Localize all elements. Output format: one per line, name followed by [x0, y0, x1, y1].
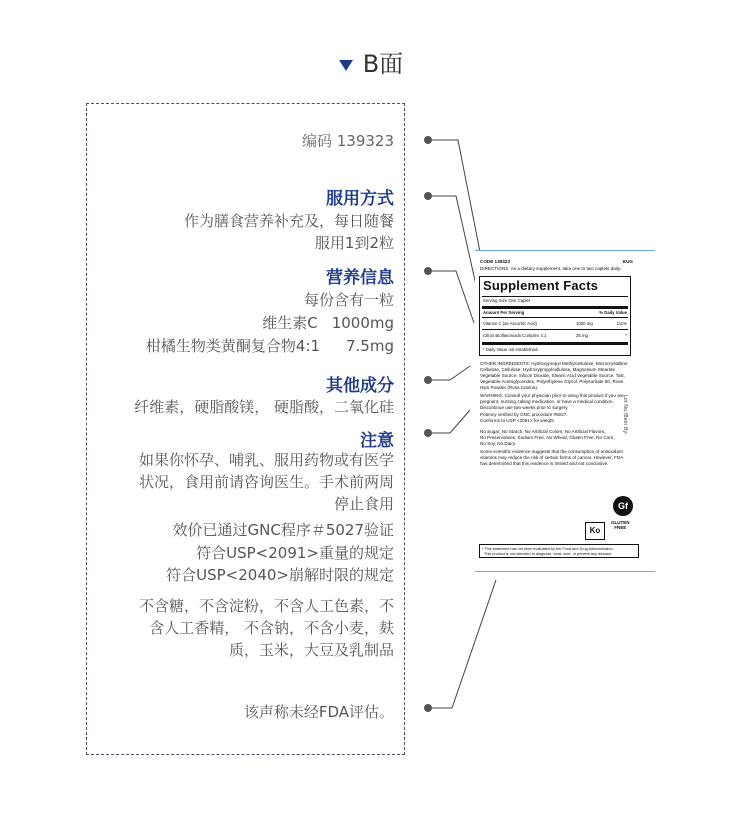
- gluten-free-text: [611, 520, 630, 530]
- warning-line: 停止食用: [333, 495, 394, 513]
- dv-note: * Daily Value not established.: [483, 347, 539, 352]
- warning-line: 状况，食用前请咨询医生。手术前两周: [138, 473, 394, 491]
- warning-line: WARNING: Consult your physician prior to using this product if you are: [480, 393, 624, 398]
- label-eug: EUG: [623, 259, 633, 264]
- potency-line: 效价已通过GNC程序＃5027验证: [172, 521, 394, 539]
- kosher-icon: Ko: [585, 522, 605, 540]
- rule: [482, 296, 628, 297]
- facts-title: Supplement Facts: [483, 278, 599, 293]
- fact-amount: 1000 mg: [576, 321, 593, 326]
- free-from-line: 质，玉米，大豆及乳制品: [228, 641, 394, 659]
- warning-line: pregnant, nursing, taking medication, or have a medical condition.: [480, 399, 614, 404]
- serving-size: Serving Size One Caplet: [483, 298, 531, 303]
- other-ingredients-line: OTHER INGREDIENTS: Hydroxypropyl Methylcellulose, Microcrystalline: [480, 361, 628, 366]
- supplement-facts-box: [479, 276, 631, 356]
- evidence-line: has determined that this evidence is limited and not conclusive.: [480, 461, 609, 466]
- connector-line: [430, 410, 470, 433]
- evidence-line: vitamins may reduce the risk of certain forms of cancer. However, FDA: [480, 455, 624, 460]
- other-ingredients-line: Cellulose, Cellulose, Hydroxypropylcellulose, Magnesium Stearate: [480, 367, 616, 372]
- connector-line: [430, 271, 474, 323]
- fda-line: This product is not intended to diagnose, treat, cure, or prevent any disease.: [484, 552, 613, 556]
- fact-name: Vitamin C (as Ascorbic Acid): [483, 321, 537, 326]
- fact-dv: *: [625, 333, 627, 338]
- directions-line: 服用1到2粒: [314, 234, 394, 252]
- fda-line: * This statement has not been evaluated by the Food and Drug Administration.: [482, 547, 614, 551]
- other-ingredients-line: Hips Powder (Rosa Canina).: [480, 385, 539, 390]
- gluten-line: GLUTEN: [611, 520, 630, 525]
- rule: [482, 317, 628, 318]
- free-from-line: No Preservatives, Sodium Free, No Wheat, Gluten Free, No Corn,: [480, 435, 615, 440]
- label-code: CODE 139323: [480, 259, 510, 264]
- potency-line: 符合USP<2040>崩解时限的规定: [166, 566, 394, 584]
- warning-line: 如果你怀孕、哺乳、服用药物或有医学: [138, 451, 394, 469]
- connector-dot: [424, 376, 432, 384]
- free-from-line: No Sugar, No Starch, No Artificial Colors, No Artificial Flavors,: [480, 429, 606, 434]
- connector-line: [430, 580, 496, 708]
- potency-line: 符合USP<2091>重量的规定: [196, 544, 394, 562]
- other-ingredients-heading: 其他成分: [326, 376, 394, 396]
- rule: [482, 329, 628, 330]
- nutrition-serving: 每份含有一粒: [303, 291, 394, 309]
- connector-line: [430, 196, 476, 285]
- amount-per-serving: Amount Per Serving: [483, 310, 525, 315]
- other-ingredients-line: Vegetable Source, Silicon Dioxide, Stearic Acid Vegetable Source, Talc,: [480, 373, 626, 378]
- nutrient-amount: 7.5mg: [346, 337, 394, 355]
- gluten-line: FREE: [614, 525, 627, 530]
- free-from-line: 含人工香精， 不含钠，不含小麦，麸: [149, 619, 394, 637]
- rule: [482, 342, 628, 345]
- free-from-line: 不含糖，不含淀粉，不含人工色素，不: [138, 597, 394, 615]
- warning-line: Discontinue use two weeks prior to surgery.: [480, 405, 569, 410]
- connector-dot: [424, 704, 432, 712]
- evidence-line: Some scientific evidence suggests that the consumption of antioxidant: [480, 449, 623, 454]
- warning-line: Conforms to USP <2091> for weight.: [480, 418, 555, 423]
- fda-statement-box: [479, 544, 639, 558]
- nutrient-amount: 1000mg: [331, 314, 394, 332]
- section-title: B面: [362, 50, 404, 78]
- gf-badge-icon: Gf: [613, 496, 633, 516]
- directions-heading: 服用方式: [326, 189, 394, 209]
- warning-heading: 注意: [360, 431, 394, 451]
- nutrient-name: 维生素C: [262, 314, 318, 332]
- connector-line: [430, 366, 470, 380]
- daily-value-header: % Daily Value: [599, 310, 627, 315]
- nutrition-heading: 营养信息: [326, 268, 394, 288]
- fact-name: Citrus Bioflavonoids Complex 4:1: [483, 333, 547, 338]
- connector-dot: [424, 136, 432, 144]
- label-directions: DIRECTIONS: As a dietary supplement, take one to two caplets daily.: [480, 266, 622, 271]
- connector-dot: [424, 192, 432, 200]
- other-ingredients-text: 纤维素，硬脂酸镁， 硬脂酸，二氧化硅: [134, 398, 394, 416]
- divider: [475, 571, 655, 572]
- fact-amount: 25 mg: [576, 333, 588, 338]
- other-ingredients-line: Vegetable Acetoglycerides, Polyethylene Glycol, Polysorbate 80, Rose: [480, 379, 624, 384]
- rule: [482, 306, 628, 309]
- product-code: 编码 139323: [301, 132, 394, 150]
- connector-dot: [424, 429, 432, 437]
- lot-number-label: Lot No./Best By:: [622, 395, 628, 435]
- nutrient-name: 柑橘生物类黄酮复合物4:1: [145, 337, 320, 355]
- fda-note: 该声称未经FDA评估。: [243, 703, 394, 721]
- connector-line: [430, 140, 482, 262]
- free-from-line: No Soy, No Dairy.: [480, 441, 517, 446]
- connector-dot: [424, 267, 432, 275]
- warning-line: Potency verified by GNC procedure #5027.: [480, 412, 568, 417]
- divider: [475, 250, 655, 251]
- directions-line: 作为膳食营养补充及，每日随餐: [183, 212, 394, 230]
- supplement-label: [475, 250, 655, 572]
- fact-dv: 111%: [616, 321, 627, 326]
